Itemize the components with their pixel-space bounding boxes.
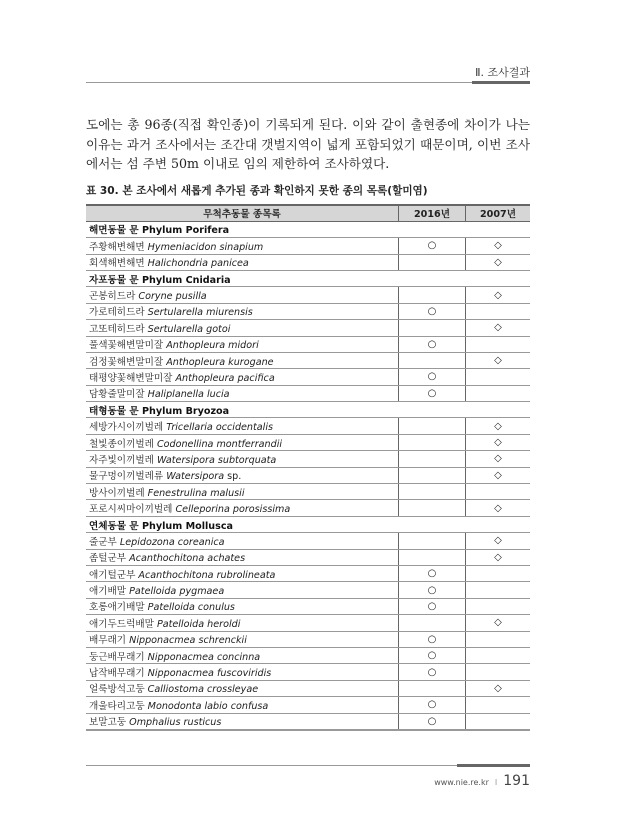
scientific-name: Patelloida conulus (147, 602, 235, 614)
mark-2007 (466, 713, 531, 730)
species-cell (86, 549, 399, 565)
mark-2007 (466, 385, 531, 401)
mark-2007 (466, 565, 531, 581)
species-cell (86, 598, 399, 614)
phylum-label: 태형동물 문 Phylum Bryozoa (86, 402, 530, 418)
korean-name: 배무래기 (89, 635, 127, 647)
mark-2007: ◇ (466, 680, 531, 696)
mark-2007 (466, 336, 531, 352)
content-column (86, 115, 530, 731)
mark-2016 (399, 549, 466, 565)
korean-name: 풀색꽃해변말미잘 (89, 340, 164, 352)
table-group-row (86, 516, 530, 532)
name-suffix: sp. (224, 471, 242, 483)
table-row (86, 533, 530, 549)
korean-name: 곤봉히드라 (89, 291, 136, 303)
species-cell (86, 418, 399, 434)
mark-2016: ○ (399, 598, 466, 614)
mark-2016 (399, 500, 466, 516)
mark-2016 (399, 418, 466, 434)
table-header-row (86, 205, 530, 222)
species-cell (86, 697, 399, 713)
mark-2016: ○ (399, 582, 466, 598)
species-cell (86, 369, 399, 385)
col-species: 무척추동물 종목록 (86, 205, 399, 222)
scientific-name: Patelloida pygmaea (129, 586, 225, 598)
korean-name: 애기배말 (89, 586, 127, 598)
species-cell (86, 287, 399, 303)
korean-name: 자주빛이끼벌레 (89, 454, 154, 466)
species-cell (86, 434, 399, 450)
phylum-label: 연체동물 문 Phylum Mollusca (86, 516, 530, 532)
mark-2007 (466, 664, 531, 680)
mark-2016 (399, 287, 466, 303)
mark-2016 (399, 533, 466, 549)
mark-2016 (399, 615, 466, 631)
species-cell (86, 647, 399, 663)
korean-name: 개울타리고둥 (89, 700, 145, 712)
mark-2007 (466, 484, 531, 500)
scientific-name: Acanthochitona rubrolineata (138, 569, 276, 581)
mark-2016: ○ (399, 385, 466, 401)
body-paragraph: 도에는 총 96종(직접 확인종)이 기록되게 된다. 이와 같이 출현종에 차이가 나는 이유는 과거 조사에서는 조간대 갯벌지역이 넓게 포함되었기 때문이며, 이번 조사에서는 섬 주변 50m 이내로 임의 제한하여 조사하였다. (86, 117, 530, 172)
mark-2007: ◇ (466, 549, 531, 565)
scientific-name: Calliostoma crossleyae (147, 684, 259, 696)
species-cell (86, 565, 399, 581)
footer-separator: I (494, 778, 498, 787)
table-row (86, 254, 530, 270)
species-cell (86, 615, 399, 631)
table-row (86, 320, 530, 336)
scientific-name: Haliplanella lucia (147, 389, 230, 401)
korean-name: 세방가시이끼벌레 (89, 422, 164, 434)
table-row (86, 500, 530, 516)
mark-2007 (466, 647, 531, 663)
korean-name: 줄군부 (89, 536, 117, 548)
mark-2007 (466, 598, 531, 614)
table-group-row (86, 270, 530, 286)
phylum-label: 해면동물 문 Phylum Porifera (86, 221, 530, 237)
mark-2007: ◇ (466, 418, 531, 434)
species-cell (86, 664, 399, 680)
footer (434, 773, 530, 789)
table-row (86, 680, 530, 696)
korean-name: 담황줄말미잘 (89, 389, 145, 401)
species-cell (86, 500, 399, 516)
species-cell (86, 467, 399, 483)
korean-name: 검정꽃해변말미잘 (89, 356, 164, 368)
header-accent-bar (472, 81, 530, 84)
mark-2016: ○ (399, 565, 466, 581)
footer-url: www.nie.re.kr (434, 778, 489, 787)
table-row (86, 418, 530, 434)
table-row (86, 647, 530, 663)
table-row (86, 664, 530, 680)
table-row (86, 369, 530, 385)
scientific-name: Tricellaria occidentalis (166, 422, 273, 434)
table-row (86, 565, 530, 581)
scientific-name: Hymeniacidon sinapium (147, 241, 264, 253)
table-row (86, 352, 530, 368)
mark-2007: ◇ (466, 467, 531, 483)
korean-name: 가로테히드라 (89, 307, 145, 319)
korean-name: 태평양꽃해변말미잘 (89, 372, 173, 384)
table-row (86, 434, 530, 450)
scientific-name: Celleporina porosissima (175, 504, 291, 516)
scientific-name: Anthopleura kurogane (166, 356, 274, 368)
mark-2016: ○ (399, 238, 466, 254)
mark-2016: ○ (399, 303, 466, 319)
species-cell (86, 320, 399, 336)
scientific-name: Codonellina montferrandii (156, 438, 283, 450)
species-cell (86, 582, 399, 598)
mark-2007: ◇ (466, 238, 531, 254)
mark-2007: ◇ (466, 500, 531, 516)
table-caption: 표 30. 본 조사에서 새롭게 추가된 종과 확인하지 못한 종의 목록(할미염) (86, 184, 428, 197)
mark-2007: ◇ (466, 352, 531, 368)
table-row (86, 451, 530, 467)
table-row (86, 336, 530, 352)
mark-2016 (399, 254, 466, 270)
mark-2007 (466, 369, 531, 385)
korean-name: 보말고둥 (89, 717, 127, 729)
mark-2016: ○ (399, 697, 466, 713)
korean-name: 방사이끼벌레 (89, 487, 145, 499)
mark-2016: ○ (399, 631, 466, 647)
col-2007: 2007년 (466, 205, 531, 222)
header-rule (86, 82, 530, 83)
mark-2016 (399, 451, 466, 467)
table-row (86, 303, 530, 319)
mark-2016 (399, 680, 466, 696)
scientific-name: Watersipora subtorquata (156, 454, 277, 466)
species-cell (86, 385, 399, 401)
scientific-name: Watersipora (166, 471, 225, 483)
korean-name: 물구멍이끼벌레류 (89, 471, 164, 483)
mark-2007: ◇ (466, 287, 531, 303)
species-cell (86, 484, 399, 500)
species-cell (86, 680, 399, 696)
species-cell (86, 533, 399, 549)
scientific-name: Anthopleura midori (166, 340, 259, 352)
mark-2007 (466, 303, 531, 319)
table-group-row (86, 402, 530, 418)
mark-2007: ◇ (466, 533, 531, 549)
mark-2016 (399, 434, 466, 450)
korean-name: 고또테히드라 (89, 323, 145, 335)
mark-2016 (399, 467, 466, 483)
scientific-name: Lepidozona coreanica (119, 536, 225, 548)
mark-2016: ○ (399, 713, 466, 730)
table-row (86, 467, 530, 483)
scientific-name: Sertularella gotoi (147, 323, 231, 335)
table-row (86, 582, 530, 598)
scientific-name: Sertularella miurensis (147, 307, 253, 319)
mark-2016 (399, 484, 466, 500)
scientific-name: Omphalius rusticus (129, 717, 222, 729)
species-cell (86, 713, 399, 730)
scientific-name: Monodonta labio confusa (147, 700, 269, 712)
table-row (86, 385, 530, 401)
scientific-name: Nipponacmea concinna (147, 651, 261, 663)
species-cell (86, 254, 399, 270)
table-row (86, 287, 530, 303)
page-number: 191 (503, 773, 530, 789)
table-row (86, 598, 530, 614)
mark-2007: ◇ (466, 615, 531, 631)
table-row (86, 713, 530, 730)
mark-2016: ○ (399, 647, 466, 663)
section-header: Ⅱ. 조사결과 (475, 66, 530, 79)
scientific-name: Patelloida heroldi (156, 618, 241, 630)
species-cell (86, 631, 399, 647)
table-row (86, 615, 530, 631)
korean-name: 포로시씨마이끼벌레 (89, 504, 173, 516)
mark-2016 (399, 320, 466, 336)
korean-name: 주황해변해면 (89, 241, 145, 253)
species-cell (86, 451, 399, 467)
scientific-name: Nipponacmea schrenckii (129, 635, 247, 647)
table-group-row (86, 221, 530, 237)
species-cell (86, 336, 399, 352)
mark-2016: ○ (399, 369, 466, 385)
col-2016: 2016년 (399, 205, 466, 222)
footer-accent-bar (457, 764, 530, 767)
mark-2007: ◇ (466, 254, 531, 270)
korean-name: 회색해변해면 (89, 258, 145, 270)
mark-2007: ◇ (466, 320, 531, 336)
scientific-name: Fenestrulina malusii (147, 487, 245, 499)
species-table (86, 204, 530, 731)
mark-2007 (466, 582, 531, 598)
table-row (86, 238, 530, 254)
korean-name: 납작배무래기 (89, 668, 145, 680)
mark-2016: ○ (399, 336, 466, 352)
mark-2016: ○ (399, 664, 466, 680)
scientific-name: Acanthochitona achates (129, 553, 246, 565)
phylum-label: 자포동물 문 Phylum Cnidaria (86, 270, 530, 286)
table-row (86, 697, 530, 713)
korean-name: 얼룩방석고둥 (89, 684, 145, 696)
scientific-name: Coryne pusilla (138, 291, 207, 303)
korean-name: 애기털군부 (89, 569, 136, 581)
mark-2007 (466, 631, 531, 647)
table-row (86, 484, 530, 500)
table-row (86, 549, 530, 565)
species-cell (86, 352, 399, 368)
korean-name: 둥근배무래기 (89, 651, 145, 663)
scientific-name: Nipponacmea fuscoviridis (147, 668, 272, 680)
scientific-name: Halichondria panicea (147, 258, 249, 270)
mark-2007 (466, 697, 531, 713)
mark-2007: ◇ (466, 451, 531, 467)
korean-name: 좀털군부 (89, 553, 127, 565)
species-cell (86, 303, 399, 319)
scientific-name: Anthopleura pacifica (175, 372, 275, 384)
korean-name: 철빛종이끼벌레 (89, 438, 154, 450)
mark-2007: ◇ (466, 434, 531, 450)
species-cell (86, 238, 399, 254)
korean-name: 애기두드럭배말 (89, 618, 154, 630)
table-row (86, 631, 530, 647)
mark-2016 (399, 352, 466, 368)
korean-name: 호롱애기배말 (89, 602, 145, 614)
